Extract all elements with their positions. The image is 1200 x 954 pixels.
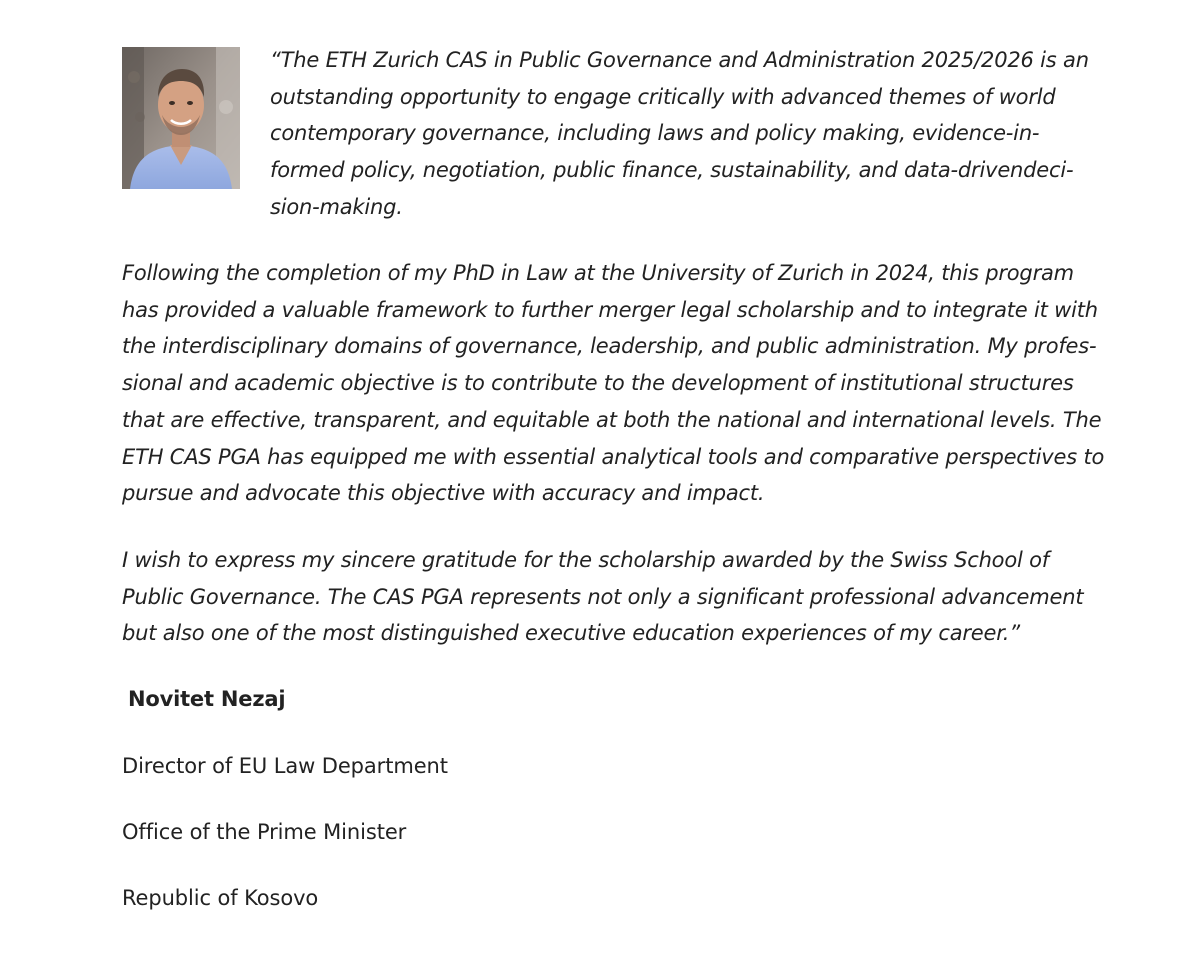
quote-line: outstanding opportunity to engage critically with advanced themes of world: [270, 84, 1056, 109]
author-office: Office of the Prime Minister: [122, 820, 407, 844]
quote-line: contemporary governance, including laws and policy making, evidence-in-: [270, 121, 1040, 146]
quote-line: pursue and advocate this objective with accuracy and impact.: [122, 481, 765, 506]
quote-line: that are effective, transparent, and equitable at both the national and international levels. The: [122, 407, 1102, 432]
quote-paragraph-1: [270, 42, 1090, 226]
quote-line: the interdisciplinary domains of governance, leadership, and public administration. My profes-: [122, 334, 1097, 359]
quote-line: Following the completion of my PhD in Law at the University of Zurich in 2024, this program: [122, 261, 1074, 285]
quote-line: sional and academic objective is to contribute to the development of institutional structures: [122, 371, 1074, 396]
quote-paragraph-3: [122, 542, 1083, 652]
quote-paragraph-2: [122, 255, 1104, 512]
quote-line: but also one of the most distinguished executive education experiences of my career.”: [122, 621, 1020, 646]
quote-line: sion-making.: [270, 194, 403, 219]
author-country: Republic of Kosovo: [122, 886, 319, 910]
author-title: Director of EU Law Department: [122, 754, 448, 778]
author-name: Novitet Nezaj: [128, 687, 286, 711]
portrait-photo: [122, 47, 240, 189]
quote-line: “The ETH Zurich CAS in Public Governance and Administration 2025/2026 is an: [270, 48, 1089, 72]
quote-line: I wish to express my sincere gratitude for the scholarship awarded by the Swiss School of: [122, 548, 1049, 572]
testimonial: [122, 47, 1105, 910]
testimonial-intro: [122, 47, 1089, 237]
quote-line: ETH CAS PGA has equipped me with essential analytical tools and comparative perspectives to: [122, 444, 1105, 469]
quote-line: Public Governance. The CAS PGA represents not only a significant professional advancement: [122, 584, 1084, 609]
quote-line: has provided a valuable framework to further merger legal scholarship and to integrate it with: [122, 297, 1098, 322]
quote-line: formed policy, negotiation, public finance, sustainability, and data-drivendeci-: [270, 158, 1074, 183]
